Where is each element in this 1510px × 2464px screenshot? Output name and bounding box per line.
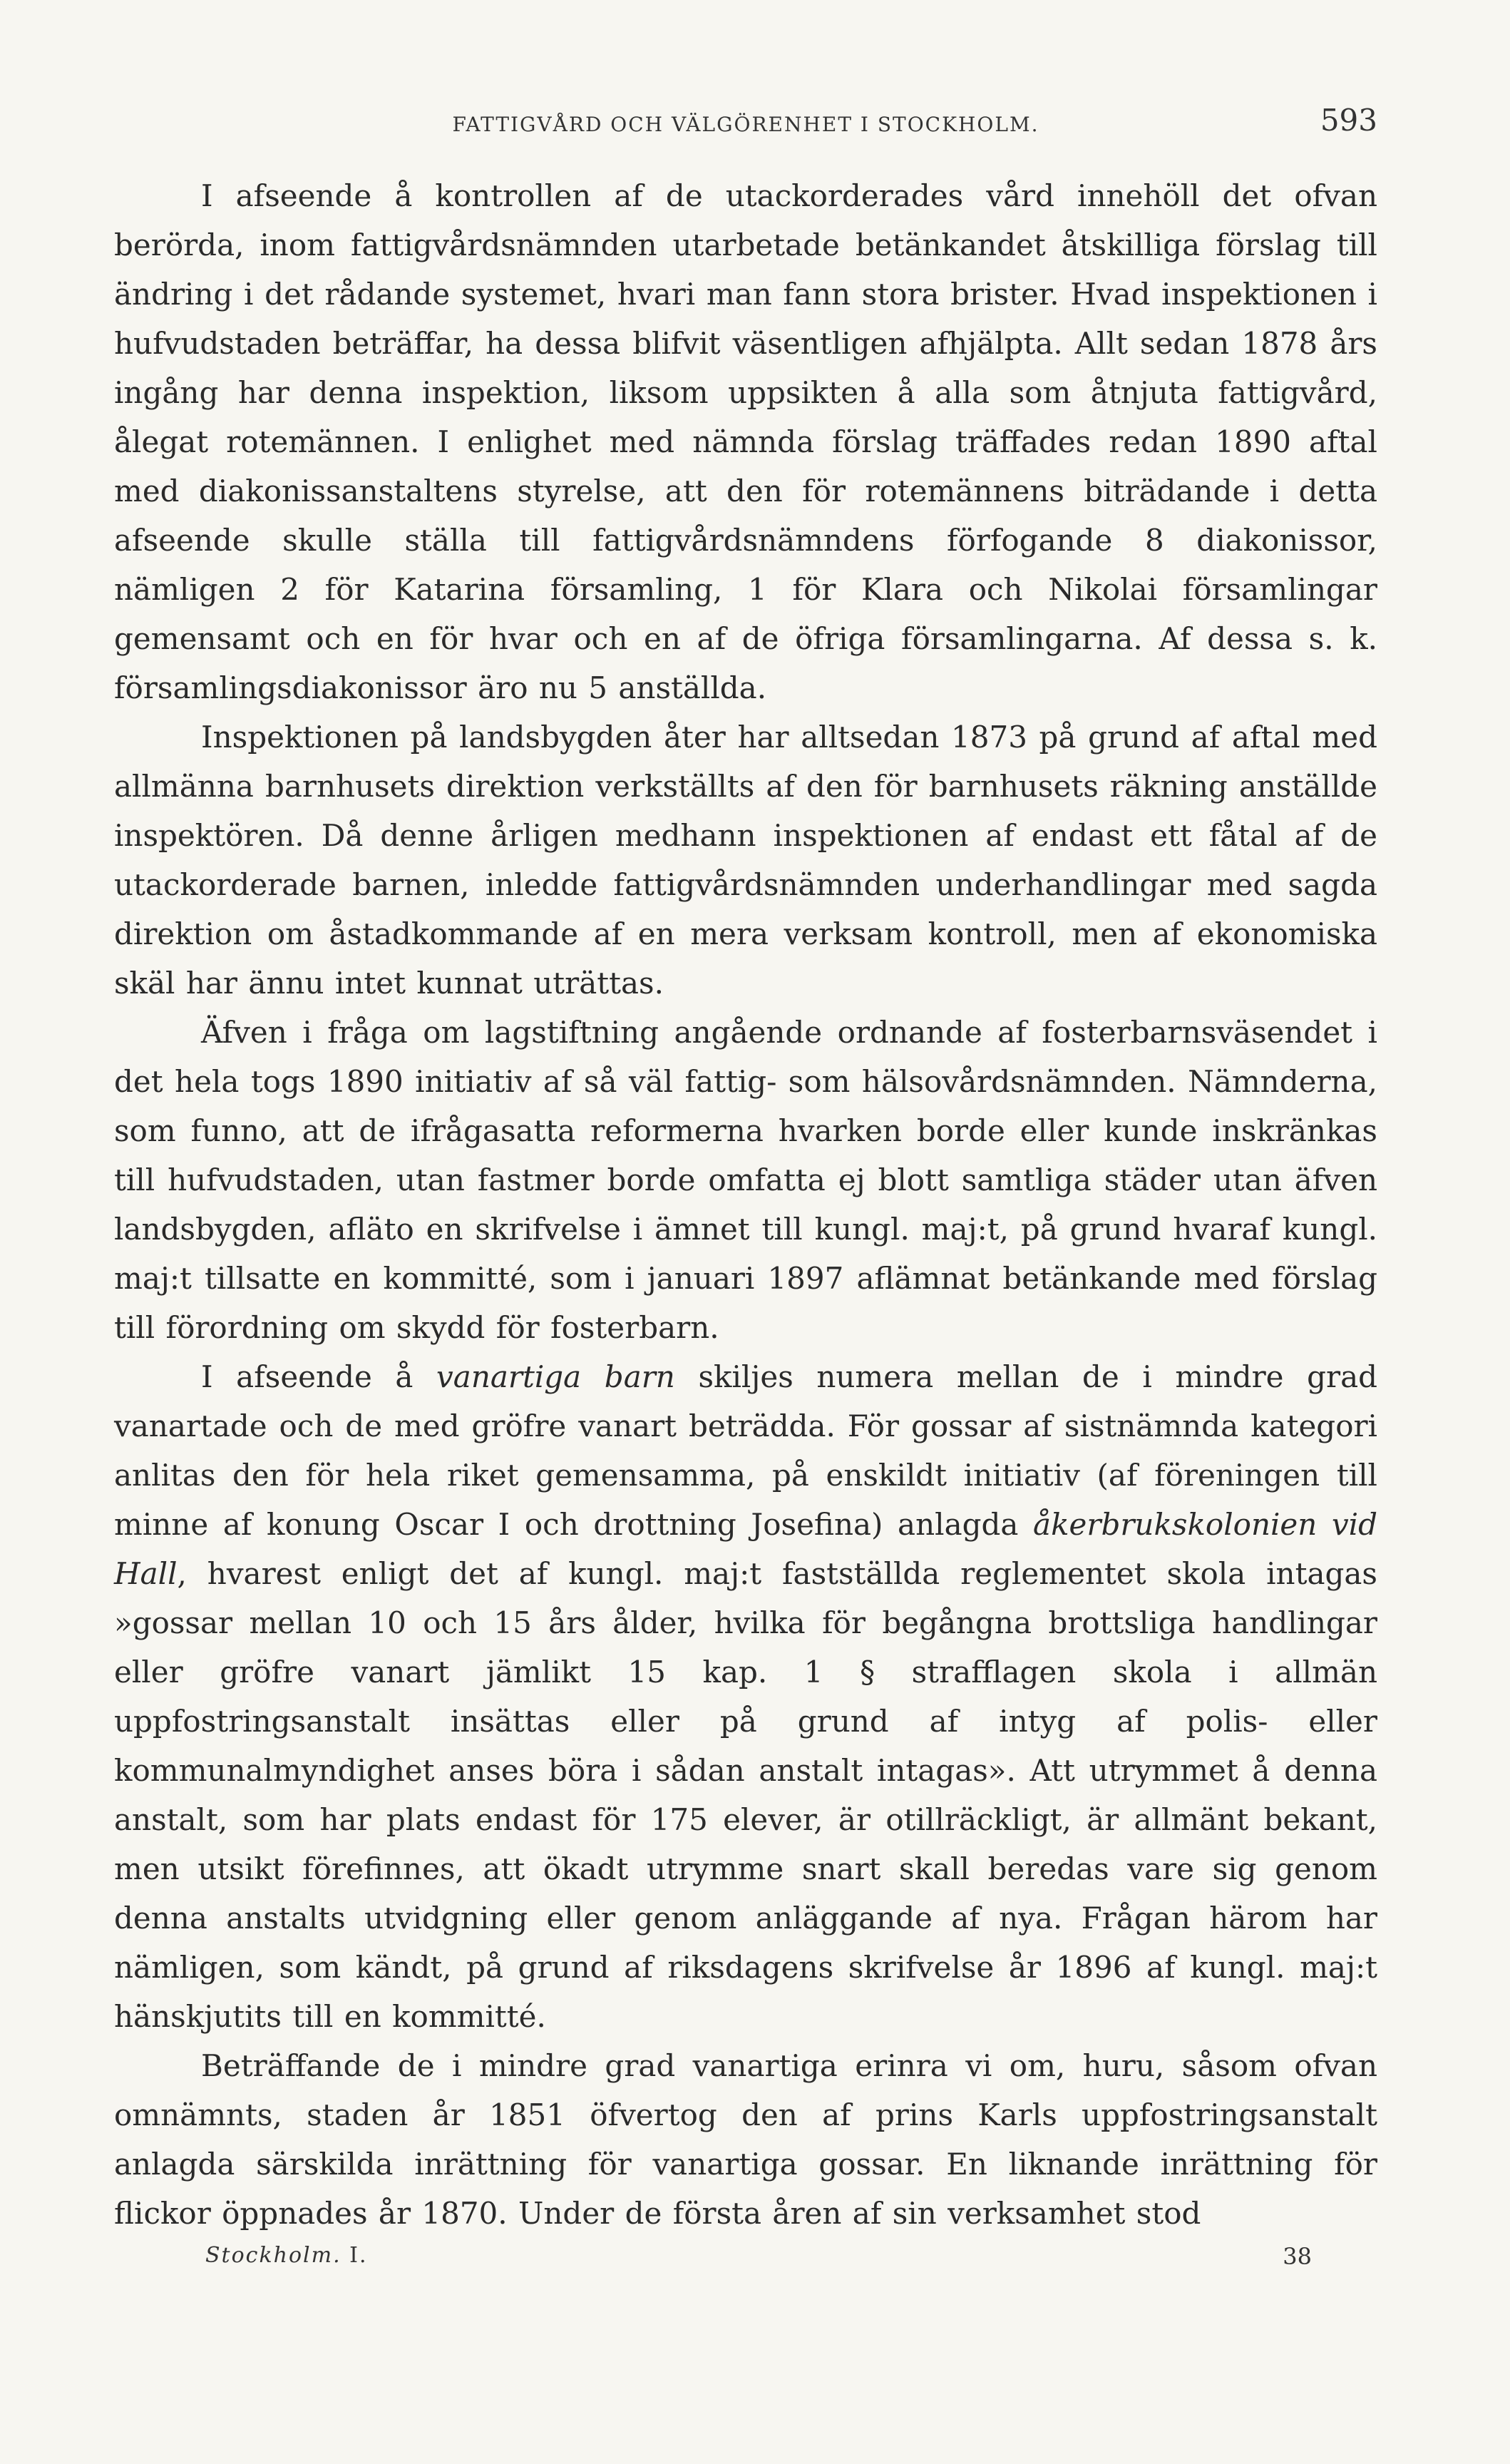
signature-volume: I. bbox=[341, 2243, 368, 2268]
text-run: I afseende å kontrollen af de utackorderades vård innehöll det ofvan berörda, inom fattigvårdsnämnden utarbetade betänkandet åtskilliga förslag till ändring i det rådande systemet, hvari man fann stora brister. Hvad inspektionen i hufvudstaden beträffar, ha dessa blifvit väsentligen afhjälpta. Allt sedan 1878 års ingång har denna inspektion, liksom uppsikten å alla som åtnjuta fattigvård, ålegat rotemännen. I enlighet med nämnda förslag träffades redan 1890 aftal med diakonissanstaltens styrelse, att den för rotemännens biträdande i detta afseende skulle ställa till fattigvårdsnämndens förfogande 8 diakonissor, nämligen 2 för Katarina församling, 1 för Klara och Nikolai församlingar gemensamt och en för hvar och en af de öfriga församlingarna. Af dessa s. k. församlingsdiakonissor äro nu 5 anställda. bbox=[114, 178, 1377, 705]
text-run: skiljes numera mellan de i mindre grad vanartade och de med gröfre vanart beträdda. För gossar af sistnämnda kategori anlitas den för hela riket gemensamma, på enskildt initiativ (af föreningen till minne af konung Oscar I och drottning Josefina) anlagda bbox=[114, 1359, 1377, 1542]
sheet-number: 38 bbox=[1283, 2243, 1312, 2270]
italic-term: vanartiga barn bbox=[436, 1359, 675, 1394]
text-run: Inspektionen på landsbygden åter har alltsedan 1873 på grund af aftal med allmänna barnhusets direktion verkställts af den för barnhusets räkning anställde inspektören. Då denne årligen medhann inspektionen af endast ett fåtal af de utackorderade barnen, inledde fattigvårdsnämnden underhandlingar med sagda direktion om åstadkommande af en mera verksam kontroll, men af ekonomiska skäl har ännu intet kunnat uträttas. bbox=[114, 720, 1377, 1001]
text-run: I afseende å bbox=[201, 1359, 437, 1394]
page-footer bbox=[114, 2243, 1377, 2286]
paragraph bbox=[114, 1008, 1377, 1352]
body-text bbox=[114, 171, 1377, 2238]
signature-name: Stockholm. bbox=[205, 2243, 341, 2268]
paragraph bbox=[114, 1352, 1377, 2041]
text-run: Äfven i fråga om lagstiftning angående ordnande af fosterbarnsväsendet i det hela togs 1890 initiativ af så väl fattig- som hälsovårdsnämnden. Nämnderna, som funno, att de ifrågasatta reformerna hvarken borde eller kunde inskränkas till hufvudstaden, utan fastmer borde omfatta ej blott samtliga städer utan äfven landsbygden, afläto en skrifvelse i ämnet till kungl. maj:t, på grund hvaraf kungl. maj:t tillsatte en kommitté, som i januari 1897 aflämnat betänkande med förslag till förordning om skydd för fosterbarn. bbox=[114, 1015, 1377, 1345]
running-head bbox=[114, 100, 1377, 150]
paragraph bbox=[114, 712, 1377, 1008]
running-title: FATTIGVÅRD OCH VÄLGÖRENHET I STOCKHOLM. bbox=[452, 113, 1039, 136]
paragraph bbox=[114, 171, 1377, 712]
text-run: Beträffande de i mindre grad vanartiga erinra vi om, huru, såsom ofvan omnämnts, staden år 1851 öfvertog den af prins Karls uppfostringsanstalt anlagda särskilda inrättning för vanartiga gossar. En liknande inrättning för flickor öppnades år 1870. Under de första åren af sin verksamhet stod bbox=[114, 2048, 1377, 2231]
page-number: 593 bbox=[1320, 103, 1377, 138]
italic-term: åkerbrukskolonien vid Hall bbox=[114, 1507, 1377, 1591]
text-run: , hvarest enligt det af kungl. maj:t fastställda reglementet skola intagas »gossar mellan 10 och 15 års ålder, hvilka för begångna brottsliga handlingar eller gröfre vanart jämlikt 15 kap. 1 § strafflagen skola i allmän uppfostringsanstalt insättas eller på grund af intyg af polis- eller kommunalmyndighet anses böra i sådan anstalt intagas». Att utrymmet å denna anstalt, som har plats endast för 175 elever, är otillräckligt, är allmänt bekant, men utsikt förefinnes, att ökadt utrymme snart skall beredas vare sig genom denna anstalts utvidgning eller genom anläggande af nya. Frågan härom har nämligen, som kändt, på grund af riksdagens skrifvelse år 1896 af kungl. maj:t hänskjutits till en kommitté. bbox=[114, 1556, 1377, 2034]
book-page bbox=[114, 100, 1377, 2411]
paragraph bbox=[114, 2041, 1377, 2238]
printer-signature bbox=[205, 2243, 368, 2268]
